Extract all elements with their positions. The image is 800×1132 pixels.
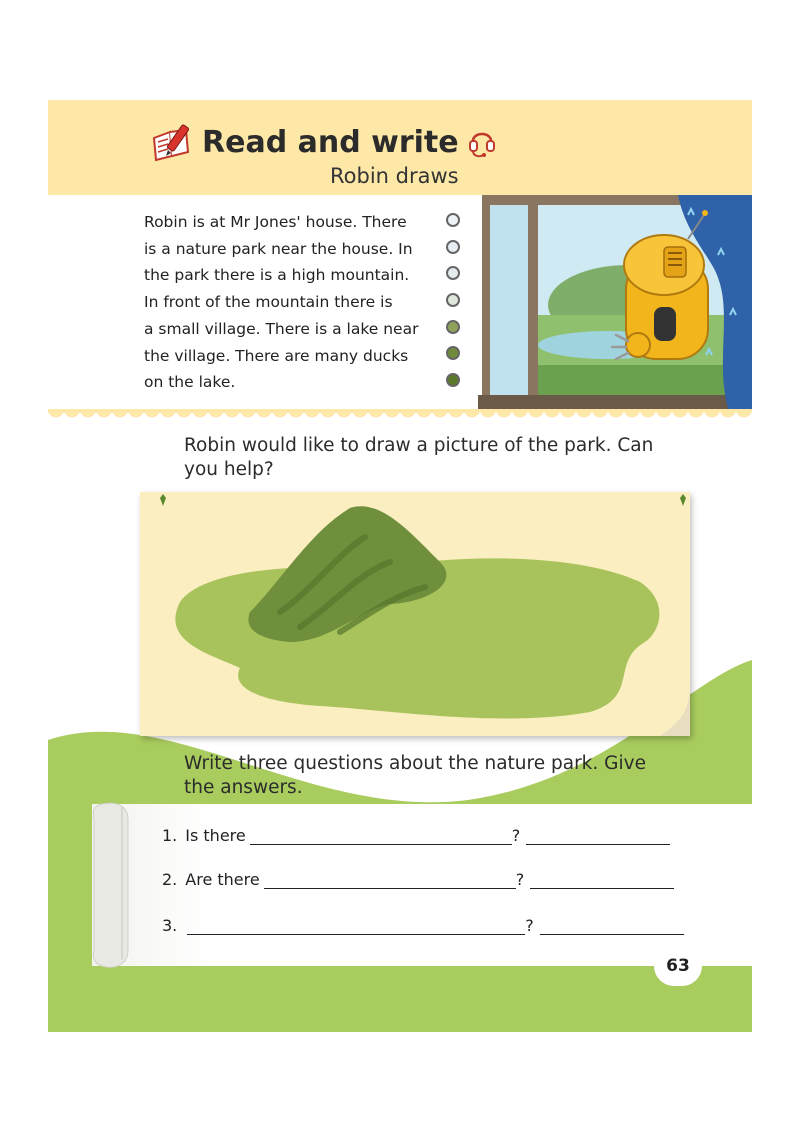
binder-ring-icon: [446, 266, 460, 280]
question-instruction: [184, 752, 646, 800]
story-line: In front of the mountain there is: [144, 293, 393, 312]
question-row-1: [162, 826, 670, 845]
question-instruction-line: the answers.: [184, 777, 303, 798]
question-row-3: [162, 916, 684, 935]
story-text: [144, 209, 418, 396]
question-prompt: Are there: [185, 870, 260, 889]
banner-scallop-edge: [48, 409, 752, 421]
draw-instruction-line: you help?: [184, 459, 274, 480]
story-line: Robin is at Mr Jones' house. There: [144, 213, 407, 231]
question-row-2: [162, 870, 674, 889]
story-line: is a nature park near the house. In: [144, 239, 413, 258]
page-number: 63: [654, 946, 702, 986]
binder-ring-icon: [446, 213, 460, 227]
binder-ring-icon: [446, 240, 460, 254]
draw-instruction-line: Robin would like to draw a picture of the park. Can: [184, 435, 654, 456]
story-line: a small village. There is a lake near: [144, 319, 419, 338]
story-line: the village. There are many ducks: [144, 346, 409, 365]
question-blank[interactable]: [187, 916, 525, 935]
question-mark: ?: [511, 826, 521, 845]
answer-blank[interactable]: [540, 916, 684, 935]
headset-icon: [467, 125, 497, 159]
binder-ring-icon: [446, 373, 460, 387]
question-mark: ?: [525, 916, 534, 935]
banner-scallop-edge: [48, 100, 752, 108]
pen-and-book-icon: [150, 122, 194, 162]
section-subtitle: Robin draws: [330, 164, 459, 188]
window-robot-illustration: [478, 195, 752, 409]
question-number: 3.: [162, 916, 178, 935]
drawing-paper: [140, 492, 690, 736]
section-title-row: [150, 120, 497, 164]
section-title: Read and write: [202, 124, 459, 160]
binder-ring-icon: [446, 293, 460, 307]
question-mark: ?: [515, 870, 525, 889]
park-drawing: [140, 492, 690, 736]
binder-rings: [446, 213, 460, 400]
story-line: the park there is a high mountain.: [144, 266, 410, 285]
question-prompt: Is there: [185, 826, 246, 845]
story-panel: [48, 195, 478, 412]
workbook-page: [48, 100, 752, 1032]
answer-blank[interactable]: [526, 826, 670, 845]
question-number: 2.: [162, 870, 178, 889]
question-blank[interactable]: [250, 826, 512, 845]
scroll-roll: [92, 800, 132, 970]
answer-blank[interactable]: [530, 870, 674, 889]
binder-ring-icon: [446, 320, 460, 334]
question-blank[interactable]: [264, 870, 516, 889]
binder-ring-icon: [446, 346, 460, 360]
question-number: 1.: [162, 826, 178, 845]
story-line: on the lake.: [144, 373, 236, 392]
question-instruction-line: Write three questions about the nature park. Give: [184, 753, 646, 774]
draw-instruction: [184, 434, 653, 482]
